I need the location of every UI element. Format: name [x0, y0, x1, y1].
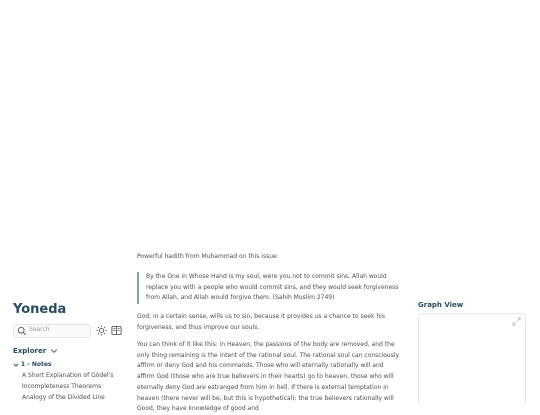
search-input[interactable]	[13, 324, 91, 338]
folder-notes[interactable]	[13, 361, 52, 368]
file-item[interactable]: A Short Explanation of Gödel's	[22, 372, 114, 379]
file-list	[22, 371, 113, 403]
search-placeholder: Search	[29, 326, 50, 333]
chevron-down-icon	[50, 347, 58, 355]
paragraph	[137, 340, 403, 415]
chevron-down-icon	[13, 362, 19, 368]
search-icon	[17, 326, 27, 336]
explorer-toggle[interactable]	[13, 347, 58, 355]
clipped-text-line	[137, 255, 403, 261]
graph-view-title: Graph View	[418, 301, 464, 309]
paragraph-text: You can think of it like this: in Heaven, the passions of the body are removed, and the only thing remaining is the intent of the rational soul. The rational soul can consciously affirm or deny God and his commands. Those who will eternally rationally will and affirm God (those who are true believers in their hearts) go to heaven, those who will eternally deny God are estranged from him in hell. If there is external temptation in heaven (there never will be, but this is hypothetical): the true believers rationally will Good, they have knowledge of good and	[137, 341, 400, 413]
site-title[interactable]: Yoneda	[13, 302, 67, 317]
paragraph-text: God, in a certain sense, wills us to sin, because it provides us a chance to seek his forgiveness, and thus improve our souls.	[137, 313, 385, 331]
file-item[interactable]: Analogy of the Divided Line	[22, 393, 105, 401]
sun-icon[interactable]	[96, 325, 107, 336]
left-sidebar	[0, 300, 128, 405]
explorer-label: Explorer	[13, 347, 47, 355]
graph-view-canvas[interactable]	[418, 313, 526, 405]
expand-icon[interactable]	[512, 317, 521, 326]
paragraph	[137, 312, 403, 333]
quote-text: By the One in Whose Hand is my soul, were you not to commit sins, Allah would replace you with a people who would commit sins, and they would seek forgiveness from Allah, and Allah would forgive them. (Sahih Muslim 2749)	[146, 273, 399, 302]
clipped-text: Powerful hadith from Muhammad on this issue:	[137, 253, 279, 260]
file-item[interactable]: Incompleteness Theorems	[22, 382, 102, 390]
folder-label: 1 - Notes	[21, 361, 52, 368]
reader-mode-icon[interactable]	[111, 325, 122, 336]
hadith-quote	[137, 272, 401, 304]
